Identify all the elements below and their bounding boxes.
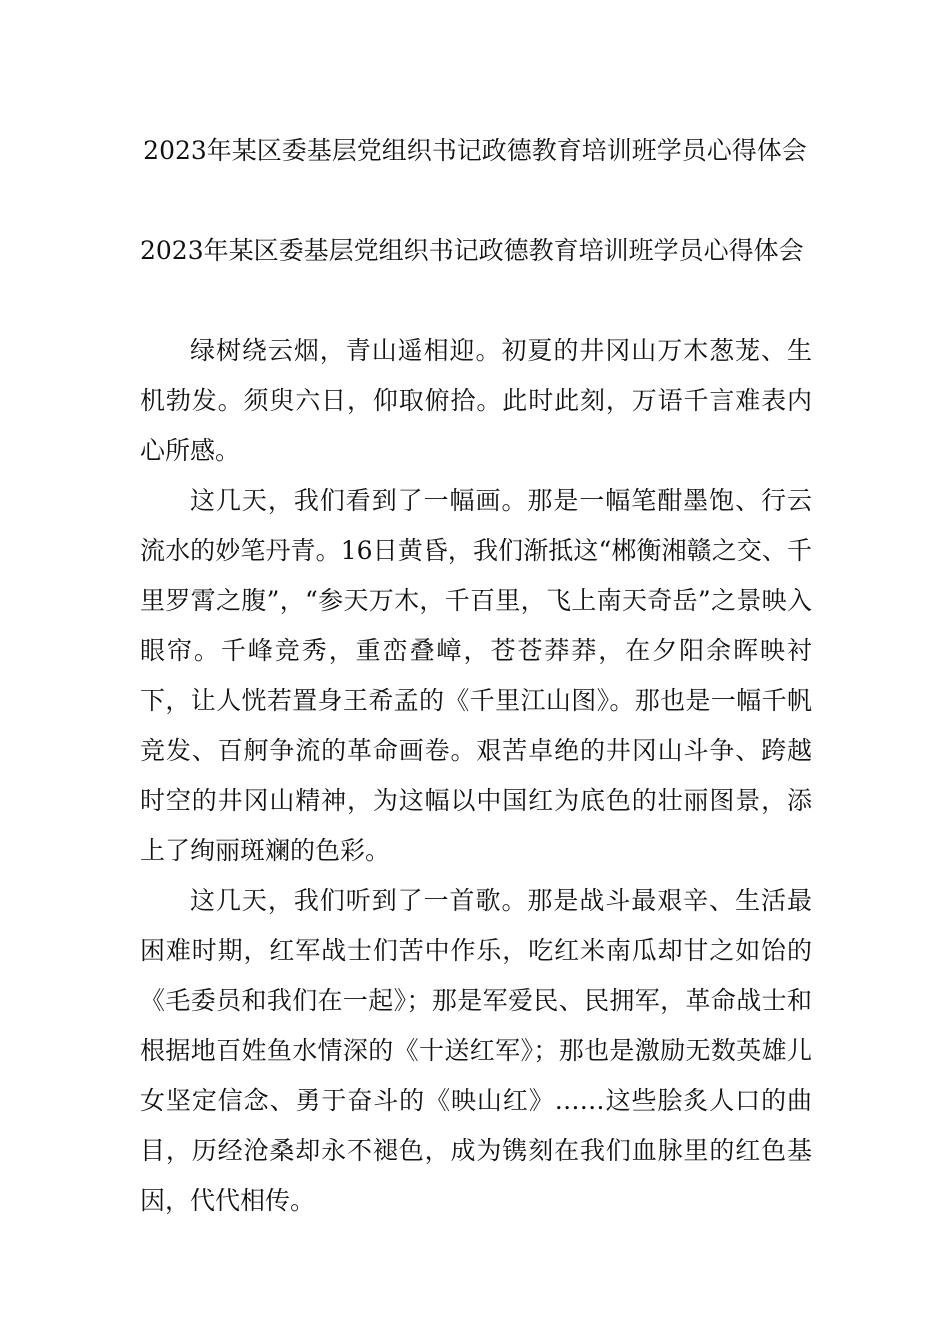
document-title: 2023年某区委基层党组织书记政德教育培训班学员心得体会 <box>143 136 807 165</box>
document-subtitle: 2023年某区委基层党组织书记政德教育培训班学员心得体会 <box>140 236 804 265</box>
paragraph-3: 这几天，我们听到了一首歌。那是战斗最艰辛、生活最困难时期，红军战士们苦中作乐，吃红米南瓜却甘之如饴的《毛委员和我们在一起》；那是军爱民、民拥军，革命战士和根据地百姓鱼水情深的《十送红军》；那也是激励无数英雄儿女坚定信念、勇于奋斗的《映山红》……这些脍炙人口的曲目，历经沧桑却永不褪色，成为镌刻在我们血脉里的红色基因，代代相传。 <box>140 886 812 1215</box>
document-body <box>140 326 812 1226</box>
paragraph-2: 这几天，我们看到了一幅画。那是一幅笔酣墨饱、行云流水的妙笔丹青。16日黄昏，我们渐抵这“郴衡湘赣之交、千里罗霄之腹”，“参天万木，千百里，飞上南天奇岳”之景映入眼帘。千峰竞秀，重峦叠嶂，苍苍莽莽，在夕阳余晖映衬下，让人恍若置身王希孟的《千里江山图》。那也是一幅千帆竞发、百舸争流的革命画卷。艰苦卓绝的井冈山斗争、跨越时空的井冈山精神，为这幅以中国红为底色的壮丽图景，添上了绚丽斑斓的色彩。 <box>140 486 812 865</box>
paragraph-1: 绿树绕云烟，青山遥相迎。初夏的井冈山万木葱茏、生机勃发。须臾六日，仰取俯拾。此时此刻，万语千言难表内心所感。 <box>140 336 812 465</box>
